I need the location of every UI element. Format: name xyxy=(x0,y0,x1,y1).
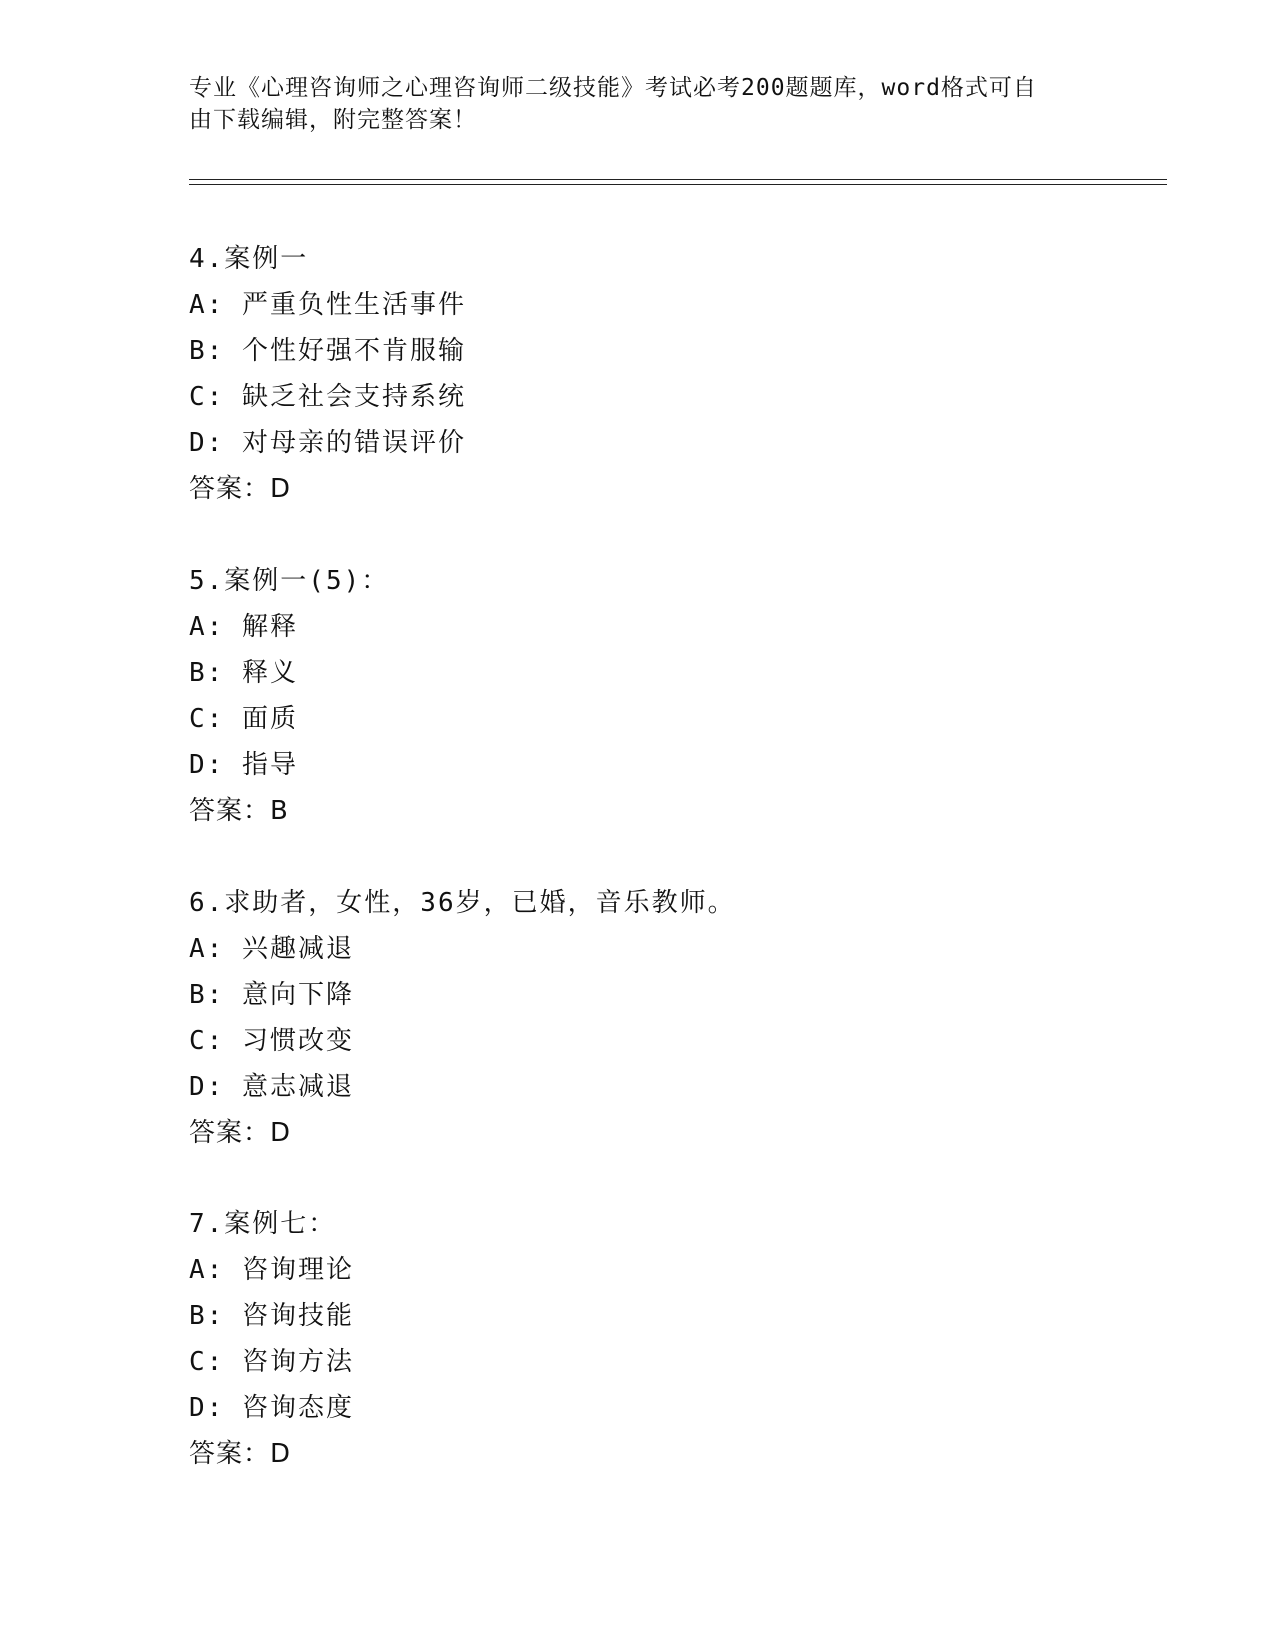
option-b: B: 释义 xyxy=(189,658,298,688)
question-5 xyxy=(189,558,1089,834)
option-c: C: 面质 xyxy=(189,704,298,734)
option-c: C: 习惯改变 xyxy=(189,1026,354,1056)
option-b: B: 个性好强不肯服输 xyxy=(189,336,466,366)
answer: 答案：D xyxy=(189,1439,292,1469)
document-header xyxy=(189,72,1079,136)
option-b: B: 意向下降 xyxy=(189,980,354,1010)
answer: 答案：D xyxy=(189,1118,292,1148)
question-title: 4.案例一 xyxy=(189,244,309,274)
header-line-2: 由下载编辑，附完整答案！ xyxy=(189,107,477,133)
question-title: 5.案例一(5)： xyxy=(189,566,390,596)
option-c: C: 咨询方法 xyxy=(189,1347,354,1377)
option-d: D: 意志减退 xyxy=(189,1072,354,1102)
option-a: A: 兴趣减退 xyxy=(189,934,354,964)
option-d: D: 咨询态度 xyxy=(189,1393,354,1423)
question-6 xyxy=(189,880,1089,1156)
option-a: A: 严重负性生活事件 xyxy=(189,290,466,320)
answer: 答案：D xyxy=(189,474,292,504)
header-divider-top xyxy=(189,179,1167,180)
question-title: 6.求助者，女性，36岁，已婚，音乐教师。 xyxy=(189,888,736,918)
option-d: D: 对母亲的错误评价 xyxy=(189,428,466,458)
question-7 xyxy=(189,1201,1089,1477)
header-divider-bottom xyxy=(189,184,1167,185)
option-d: D: 指导 xyxy=(189,750,298,780)
question-4 xyxy=(189,236,1089,512)
option-a: A: 解释 xyxy=(189,612,298,642)
option-b: B: 咨询技能 xyxy=(189,1301,354,1331)
answer: 答案：B xyxy=(189,796,289,826)
option-a: A: 咨询理论 xyxy=(189,1255,354,1285)
header-line-1: 专业《心理咨询师之心理咨询师二级技能》考试必考200题题库，word格式可自 xyxy=(189,75,1037,101)
question-title: 7.案例七： xyxy=(189,1209,337,1239)
option-c: C: 缺乏社会支持系统 xyxy=(189,382,466,412)
